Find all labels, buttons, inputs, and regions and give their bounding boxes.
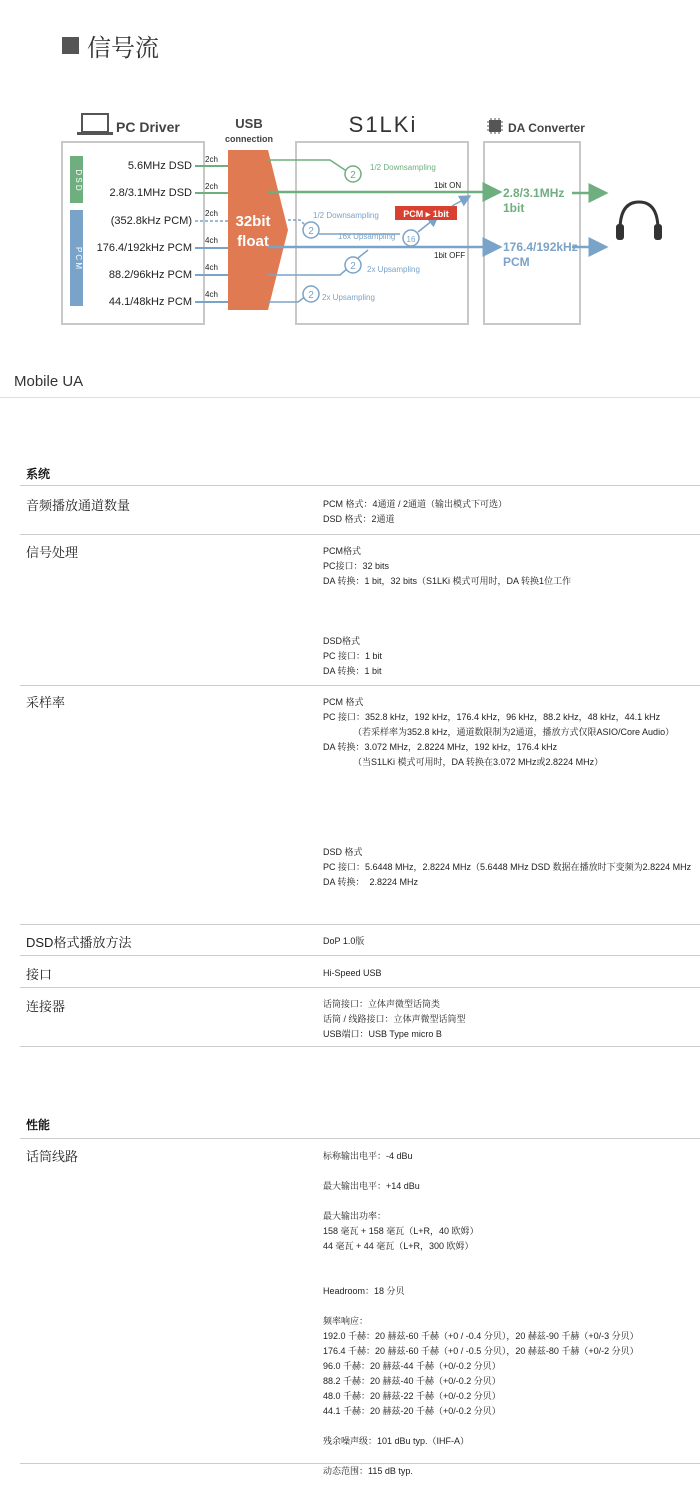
headphones-icon: [616, 202, 662, 240]
ratio-circle: 2: [308, 226, 314, 237]
channel-label: 2ch: [205, 209, 218, 218]
spec-label: 接口: [26, 967, 53, 982]
downsampling-label: 1/2 Downsampling: [370, 163, 436, 172]
section-title-performance: 性能: [26, 1118, 51, 1132]
one-bit-on-label: 1bit ON: [434, 181, 462, 190]
spec-label: 话筒线路: [26, 1149, 79, 1164]
ratio-circle: 2: [350, 170, 356, 181]
downsampling-label-2: 1/2 Downsampling: [313, 211, 379, 220]
spec-value: PCM 格式 PC 接口：352.8 kHz，192 kHz，176.4 kHz，96 kHz，88.2 kHz，48 kHz，44.1 kHz （若采样率为352.8 kHz，通道数限制为2通道，播放方式仅限ASIO/Core Audio） DA 转换：3.072 MHz，2.8224 MHz，192 kHz，176.4 kHz （当S1LKi 模式可用时，DA 转换在3.072 MHz或2.8224 MHz） DSD 格式 PC 接口：5.6448 MHz，2.8224 MHz（5.6448 MHz DSD 数据在播放时下变频为2.8224 MHz DA 转换： 2.8224 MHz: [323, 697, 692, 887]
spec-label: DSD格式播放方法: [26, 935, 132, 950]
spec-value: PCM 格式：4通道 / 2通道（输出模式下可选） DSD 格式：2通道: [323, 499, 508, 524]
pc-driver-label: PC Driver: [116, 119, 180, 135]
section-rule: [20, 485, 700, 486]
ratio-circle-16: 16: [406, 235, 416, 244]
pcm-to-1bit-text: PCM ▸ 1bit: [403, 209, 449, 219]
da-converter-label: DA Converter: [508, 121, 585, 135]
rate-label: 88.2/96kHz PCM: [108, 269, 192, 281]
channel-label: 2ch: [205, 182, 218, 191]
spec-value: 话筒接口：立体声微型话筒类 话筒 / 线路接口：立体声微型话筒型 USB端口：USB Type micro B: [323, 999, 466, 1039]
pcm-bar-label: P C M: [74, 246, 83, 270]
divider: [0, 397, 700, 398]
upsampling-16x-label: 16x Upsampling: [338, 232, 396, 241]
channel-label: 4ch: [205, 290, 218, 299]
dsd-bar-label: D S D: [74, 169, 83, 191]
section-rule: [20, 1138, 700, 1139]
page-title-text: 信号流: [87, 35, 159, 62]
row-rule: [20, 685, 700, 686]
row-rule: [20, 1463, 700, 1464]
rate-label: 2.8/3.1MHz DSD: [109, 187, 192, 199]
output-pcm-type: PCM: [503, 255, 530, 269]
signal-flow-diagram: [0, 100, 700, 335]
rate-label: 44.1/48kHz PCM: [108, 296, 192, 308]
rate-label: 5.6MHz DSD: [127, 160, 192, 172]
row-rule: [20, 1046, 700, 1047]
output-pcm-rate: 176.4/192kHz: [503, 240, 578, 254]
subtitle: Mobile UA: [14, 373, 84, 390]
float-label-bottom: float: [237, 233, 269, 250]
spec-label: 采样率: [26, 695, 66, 710]
spec-value: DoP 1.0版: [323, 936, 365, 946]
silki-logo-text: S1LKi: [348, 112, 418, 137]
channel-label: 4ch: [205, 236, 218, 245]
laptop-icon: [77, 114, 113, 135]
spec-label: 信号处理: [26, 545, 79, 560]
channel-label: 2ch: [205, 155, 218, 164]
ratio-circle: 2: [350, 261, 356, 272]
row-rule: [20, 924, 700, 925]
spec-label: 连接器: [26, 999, 66, 1014]
usb-connection-label: connection: [224, 134, 274, 144]
chip-icon: [487, 118, 503, 134]
float-32bit-block: [228, 150, 288, 310]
row-rule: [20, 534, 700, 535]
rate-label: 176.4/192kHz PCM: [96, 242, 192, 254]
one-bit-off-label: 1bit OFF: [434, 251, 466, 260]
float-label-top: 32bit: [235, 213, 271, 230]
upsampling-2x-label-2: 2x Upsampling: [322, 293, 375, 302]
channel-label: 4ch: [205, 263, 218, 272]
rate-label: (352.8kHz PCM): [110, 215, 192, 227]
section-title-system: 系统: [26, 467, 51, 481]
usb-label: USB: [235, 116, 263, 131]
spec-value: 标称输出电平：-4 dBu 最大输出电平：+14 dBu 最大输出功率： 158 毫瓦 + 158 毫瓦（L+R，40 欧姆） 44 毫瓦 + 44 毫瓦（L+R，300 欧姆） Headroom：18 分贝 频率响应： 192.0 千赫：20 赫兹-60 千赫（+0 / -0.4 分贝），20 赫兹-90 千赫（+0/-3 分贝） 176.4 千赫：20 赫兹-60 千赫（+0 / -0.5 分贝），20 赫兹-80 千赫（+0/-2 分贝） 96.0 千赫：20 赫兹-44 千赫（+0/-0.2 分贝） 88.2 千赫：20 赫兹-40 千赫（+0/-0.2 分贝） 48.0 千赫：20 赫兹-22 千赫（+0/-0.2 分贝） 44.1 千赫：20 赫兹-20 千赫（+0/-0.2 分贝） 残余噪声级：101 dBu typ.（IHF-A） 动态范围：115 dB typ.: [323, 1151, 639, 1476]
output-dsd-rate: 2.8/3.1MHz: [503, 186, 565, 200]
da-converter-box: [484, 142, 580, 324]
output-dsd-type: 1bit: [503, 201, 525, 215]
spec-value: PCM格式 PC接口：32 bits DA 转换：1 bit，32 bits（S1LKi 模式可用时，DA 转换1位工作 DSD格式 PC 接口：1 bit DA 转换：1 bit: [323, 546, 572, 676]
upsampling-2x-label: 2x Upsampling: [367, 265, 420, 274]
row-rule: [20, 955, 700, 956]
page-title: [62, 28, 159, 63]
ratio-circle: 2: [308, 290, 314, 301]
spec-label: 音频播放通道数量: [26, 498, 131, 513]
square-bullet-icon: [62, 37, 79, 54]
spec-value: Hi-Speed USB: [323, 968, 382, 978]
row-rule: [20, 987, 700, 988]
